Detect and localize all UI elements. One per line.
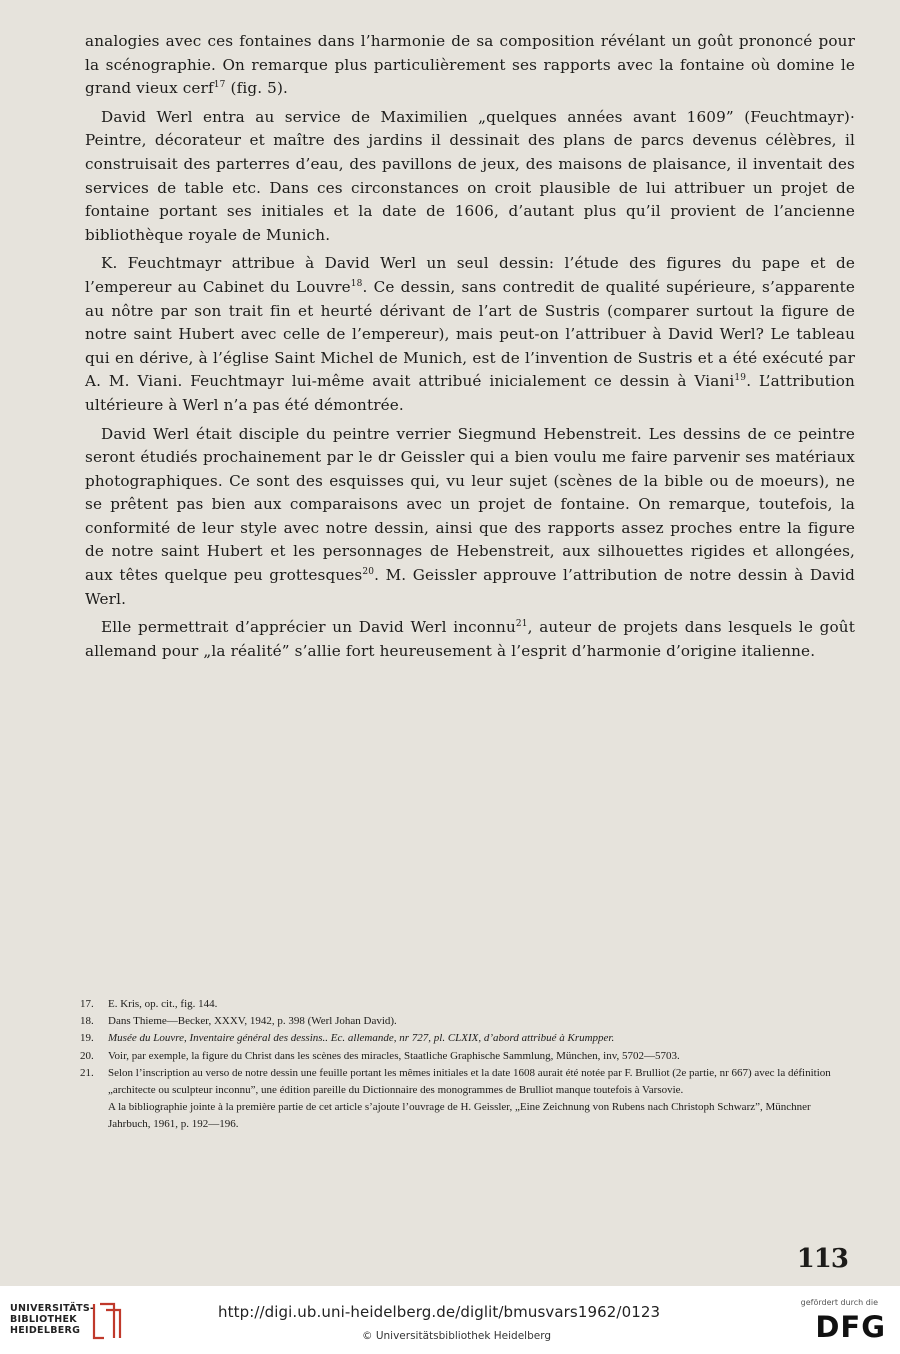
paragraph-5: Elle permettrait d’apprécier un David Werl inconnu$^{21}$, auteur de projets dans lesquels le goût allemand pour „la réalité” s’allie fort heureusement à l’esprit d’harmonie d’origine italienne. xyxy=(85,618,855,660)
paragraph-4: David Werl était disciple du peintre verrier Siegmund Hebenstreit. Les dessins de ce peintre seront étudiés prochainement par le dr Geissler qui a bien voulu me faire parvenir ses matériaux photographiques. Ce sont des esquisses qui, vu leur sujet (scènes de la bible ou de moeurs), ne se prêtent pas bien aux comparaisons avec un projet de fontaine. On remarque, toutefois, la conformité de leur style avec notre dessin, ainsi que des rapports assez proches entre la figure de notre saint Hubert et les personnages de Hebenstreit, aux silhouettes rigides et allongées, aux têtes quelque peu grottesques$^{20}$. M. Geissler approuve l’attribution de notre dessin à David Werl. xyxy=(85,424,855,608)
footnote-21: 21. Selon l’inscription au verso de notre dessin une feuille portant les mêmes initiales et la date 1608 aurait été notée par F. Brulliot (2e partie, nr 667) avec la définition „architecte ou sculpteur inconnu”, une édition pareille du Dictionnaire des monogrammes de Brulliot manque toutefois à Varsovie. xyxy=(80,1066,831,1097)
permalink-url[interactable]: http://digi.ub.uni-heidelberg.de/diglit/bmusvars1962/0123 xyxy=(218,1303,661,1321)
paragraph-2: David Werl entra au service de Maximilien „quelques années avant 1609” (Feuchtmayr)· Peintre, décorateur et maître des jardins il dessinait des plans de parcs devenus célèbres, il construisait des parterres d’eau, des pavillons de jeux, des maisons de plaisance, il inventait des services de table etc. Dans ces circonstances on croit plausible de lui attribuer un projet de fontaine portant ses initiales et la date de 1606, d’autant plus qu’il provient de l’ancienne bibliothèque royale de Munich. xyxy=(85,107,855,244)
footnote-ref-20[interactable]: 20 xyxy=(362,567,375,578)
copyright-text: © Universitätsbibliothek Heidelberg xyxy=(362,1330,552,1342)
footnote-17: 17. E. Kris, op. cit., fig. 144. xyxy=(80,998,218,1010)
library-mark-icon xyxy=(90,1300,124,1342)
footnote-ref-21[interactable]: 21 xyxy=(515,619,528,630)
body-text xyxy=(85,30,855,668)
footnote-ref-17[interactable]: 17 xyxy=(213,80,226,91)
footnote-bibliography: A la bibliographie jointe à la première partie de cet article s’ajoute l’ouvrage de H. Geissler, „Eine Zeichnung von Rubens nach Christoph Schwarz”, Münchner Jahrbuch, 1961, p. 192—196. xyxy=(108,1101,811,1131)
funding-label: gefördert durch die xyxy=(800,1298,878,1307)
viewer-footer xyxy=(0,1286,900,1354)
footnotes xyxy=(80,996,850,1134)
footnote-19: 19. Musée du Louvre, Inventaire général des dessins.. Ec. allemande, nr 727, pl. CLXIX, d’abord attribué à Krumpper. xyxy=(80,1032,615,1045)
footnote-20: 20. Voir, par exemple, la figure du Christ dans les scènes des miracles, Staatliche Graphische Sammlung, München, inv, 5702—5703. xyxy=(80,1049,680,1062)
paragraph-1: analogies avec ces fontaines dans l’harmonie de sa composition révélant un goût prononcé pour la scénographie. On remarque plus particulièrement ses rapports avec la fontaine où domine le grand vieux cerf$^{17}$ (fig. 5). xyxy=(85,32,855,98)
footnote-18: 18. Dans Thieme—Becker, XXXV, 1942, p. 398 (Werl Johan David). xyxy=(80,1015,397,1028)
page-number: 113 xyxy=(796,1244,848,1274)
footnote-ref-19[interactable]: 19 xyxy=(734,373,747,384)
paragraph-3: K. Feuchtmayr attribue à David Werl un seul dessin: l’étude des figures du pape et de l’empereur au Cabinet du Louvre$^{18}$. Ce dessin, sans contredit de qualité supérieure, s’apparente au nôtre par son trait fin et heurté dérivant de l’art de Sustris (comparer surtout la figure de notre saint Hubert avec celle de l’empereur), mais peut-on l’attribuer à David Werl? Le tableau qui en dérive, à l’église Saint Michel de Munich, est de l’invention de Sustris et a été exécuté par A. M. Viani. Feuchtmayr lui-même avait attribué inicialement ce dessin à Viani$^{19}$. L’attribution ultérieure à Werl n’a pas été démontrée. xyxy=(85,254,855,414)
library-logo[interactable]: UNIVERSITÄTS- BIBLIOTHEK HEIDELBERG xyxy=(10,1303,95,1336)
dfg-logo[interactable]: DFG xyxy=(815,1310,886,1344)
footnote-ref-18[interactable]: 18 xyxy=(350,278,363,289)
